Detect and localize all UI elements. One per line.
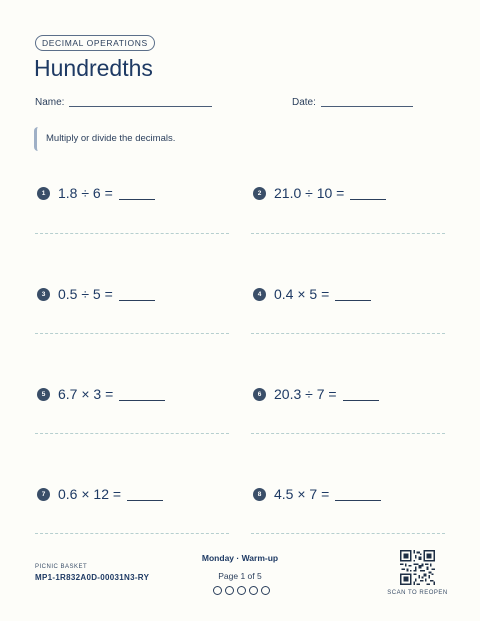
work-line	[251, 233, 445, 234]
work-line	[35, 233, 229, 234]
problem-expression: 6.7 × 3 =	[58, 386, 114, 402]
problem-number: 3	[37, 288, 50, 301]
date-label: Date:	[292, 97, 316, 108]
problem-3	[37, 286, 155, 302]
problem-expression: 0.6 × 12 =	[58, 486, 122, 502]
date-field[interactable]	[321, 106, 413, 107]
answer-blank[interactable]	[350, 187, 386, 200]
problem-number: 1	[37, 187, 50, 200]
progress-dot	[261, 586, 270, 595]
problem-5	[37, 386, 165, 402]
problem-8	[253, 486, 381, 502]
problem-expression: 1.8 ÷ 6 =	[58, 185, 113, 201]
progress-dot	[249, 586, 258, 595]
work-line	[251, 433, 445, 434]
problem-number: 4	[253, 288, 266, 301]
qr-code-icon[interactable]	[400, 550, 435, 585]
problem-1	[37, 185, 155, 201]
problem-expression: 21.0 ÷ 10 =	[274, 185, 345, 201]
name-label: Name:	[35, 97, 65, 108]
answer-blank[interactable]	[119, 388, 165, 401]
problem-number: 8	[253, 488, 266, 501]
answer-blank[interactable]	[119, 187, 155, 200]
answer-blank[interactable]	[335, 288, 371, 301]
progress-dot	[225, 586, 234, 595]
instruction-box: Multiply or divide the decimals.	[34, 127, 175, 151]
problem-number: 6	[253, 388, 266, 401]
problem-expression: 4.5 × 7 =	[274, 486, 330, 502]
progress-dots	[213, 586, 270, 595]
problem-number: 7	[37, 488, 50, 501]
progress-dot	[213, 586, 222, 595]
answer-blank[interactable]	[335, 488, 381, 501]
brand-label: PICNIC BASKET	[35, 564, 88, 570]
work-line	[251, 333, 445, 334]
work-line	[35, 333, 229, 334]
problem-number: 5	[37, 388, 50, 401]
problem-expression: 20.3 ÷ 7 =	[274, 386, 337, 402]
answer-blank[interactable]	[343, 388, 379, 401]
work-line	[35, 433, 229, 434]
name-field[interactable]	[69, 106, 212, 107]
progress-dot	[237, 586, 246, 595]
problem-6	[253, 386, 379, 402]
page-title: Hundredths	[34, 55, 153, 81]
session-label: Monday · Warm-up	[201, 553, 279, 563]
answer-blank[interactable]	[119, 288, 155, 301]
problem-expression: 0.5 ÷ 5 =	[58, 286, 113, 302]
problem-2	[253, 185, 386, 201]
problem-number: 2	[253, 187, 266, 200]
work-line	[35, 533, 229, 534]
work-line	[251, 533, 445, 534]
answer-blank[interactable]	[127, 488, 163, 501]
problem-expression: 0.4 × 5 =	[274, 286, 330, 302]
scan-label: SCAN TO REOPEN	[387, 590, 448, 596]
page-indicator: Page 1 of 5	[218, 571, 262, 581]
problem-7	[37, 486, 163, 502]
worksheet-code: MP1-1R832A0D-00031N3-RY	[35, 573, 150, 582]
topic-badge: DECIMAL OPERATIONS	[35, 35, 155, 51]
problem-4	[253, 286, 371, 302]
